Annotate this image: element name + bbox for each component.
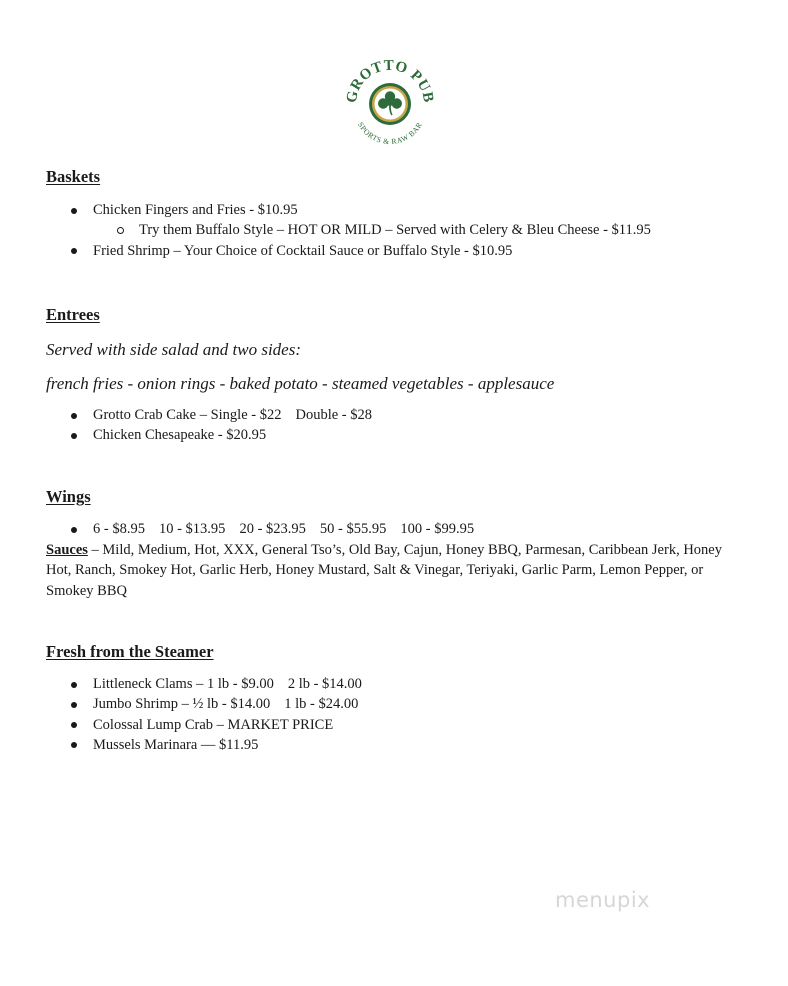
wings-heading: Wings <box>46 487 91 506</box>
list-item: Mussels Marinara — $11.95 <box>46 735 362 755</box>
list-item: Colossal Lump Crab – MARKET PRICE <box>46 715 362 735</box>
item-name: Littleneck Clams – 1 lb - $9.00 <box>93 676 274 692</box>
list-item: Fried Shrimp – Your Choice of Cocktail Sauce or Buffalo Style - $10.95 <box>46 241 651 261</box>
svg-text:GROTTO PUB: GROTTO PUB <box>343 57 437 105</box>
list-item <box>46 674 362 694</box>
item-extra-price: 1 lb - $24.00 <box>284 696 359 713</box>
list-item: Try them Buffalo Style – HOT OR MILD – Served with Celery & Bleu Cheese - $11.95 <box>46 220 651 240</box>
list-item <box>46 694 362 714</box>
wing-price: 20 - $23.95 <box>239 521 306 537</box>
wing-price: 50 - $55.95 <box>319 521 387 537</box>
list-item <box>46 519 474 539</box>
entrees-served-with: Served with side salad and two sides: <box>46 340 301 359</box>
entrees-sides: french fries - onion rings - baked potato - steamed vegetables - applesauce <box>46 374 555 393</box>
baskets-heading: Baskets <box>46 167 101 186</box>
item-name: Grotto Crab Cake – Single - $22 <box>93 407 282 423</box>
baskets-list <box>46 200 651 261</box>
entrees-heading: Entrees <box>46 305 100 324</box>
list-item: Chicken Fingers and Fries - $10.95 <box>46 200 651 220</box>
item-extra-price: Double - $28 <box>295 407 372 423</box>
wing-price: 100 - $99.95 <box>400 521 475 537</box>
sauces-paragraph <box>46 540 736 601</box>
list-item: Chicken Chesapeake - $20.95 <box>46 425 372 445</box>
wing-price: 6 - $8.95 <box>93 521 145 537</box>
wings-list <box>46 519 474 539</box>
item-name: Jumbo Shrimp – ½ lb - $14.00 <box>93 696 271 713</box>
wing-price: 10 - $13.95 <box>158 521 226 537</box>
sauces-list-text: – Mild, Medium, Hot, XXX, General Tso’s, Old Bay, Cajun, Honey BBQ, Parmesan, Caribbean Jerk, Honey Hot, Ranch, Smokey Hot, Garlic Herb, Honey Mustard, Salt & Vinegar, Teriyaki, Garlic Parm, Lemon Pepper, or Smokey BBQ <box>46 542 722 599</box>
entrees-list <box>46 405 372 446</box>
grotto-pub-logo <box>338 52 442 156</box>
item-extra-price: 2 lb - $14.00 <box>287 676 362 692</box>
sauces-label: Sauces <box>46 542 88 558</box>
menupix-watermark: menupix <box>555 888 651 912</box>
list-item <box>46 405 372 425</box>
svg-text:SPORTS & RAW BAR: SPORTS & RAW BAR <box>355 120 425 147</box>
steamer-list <box>46 674 362 755</box>
steamer-heading: Fresh from the Steamer <box>46 642 214 661</box>
